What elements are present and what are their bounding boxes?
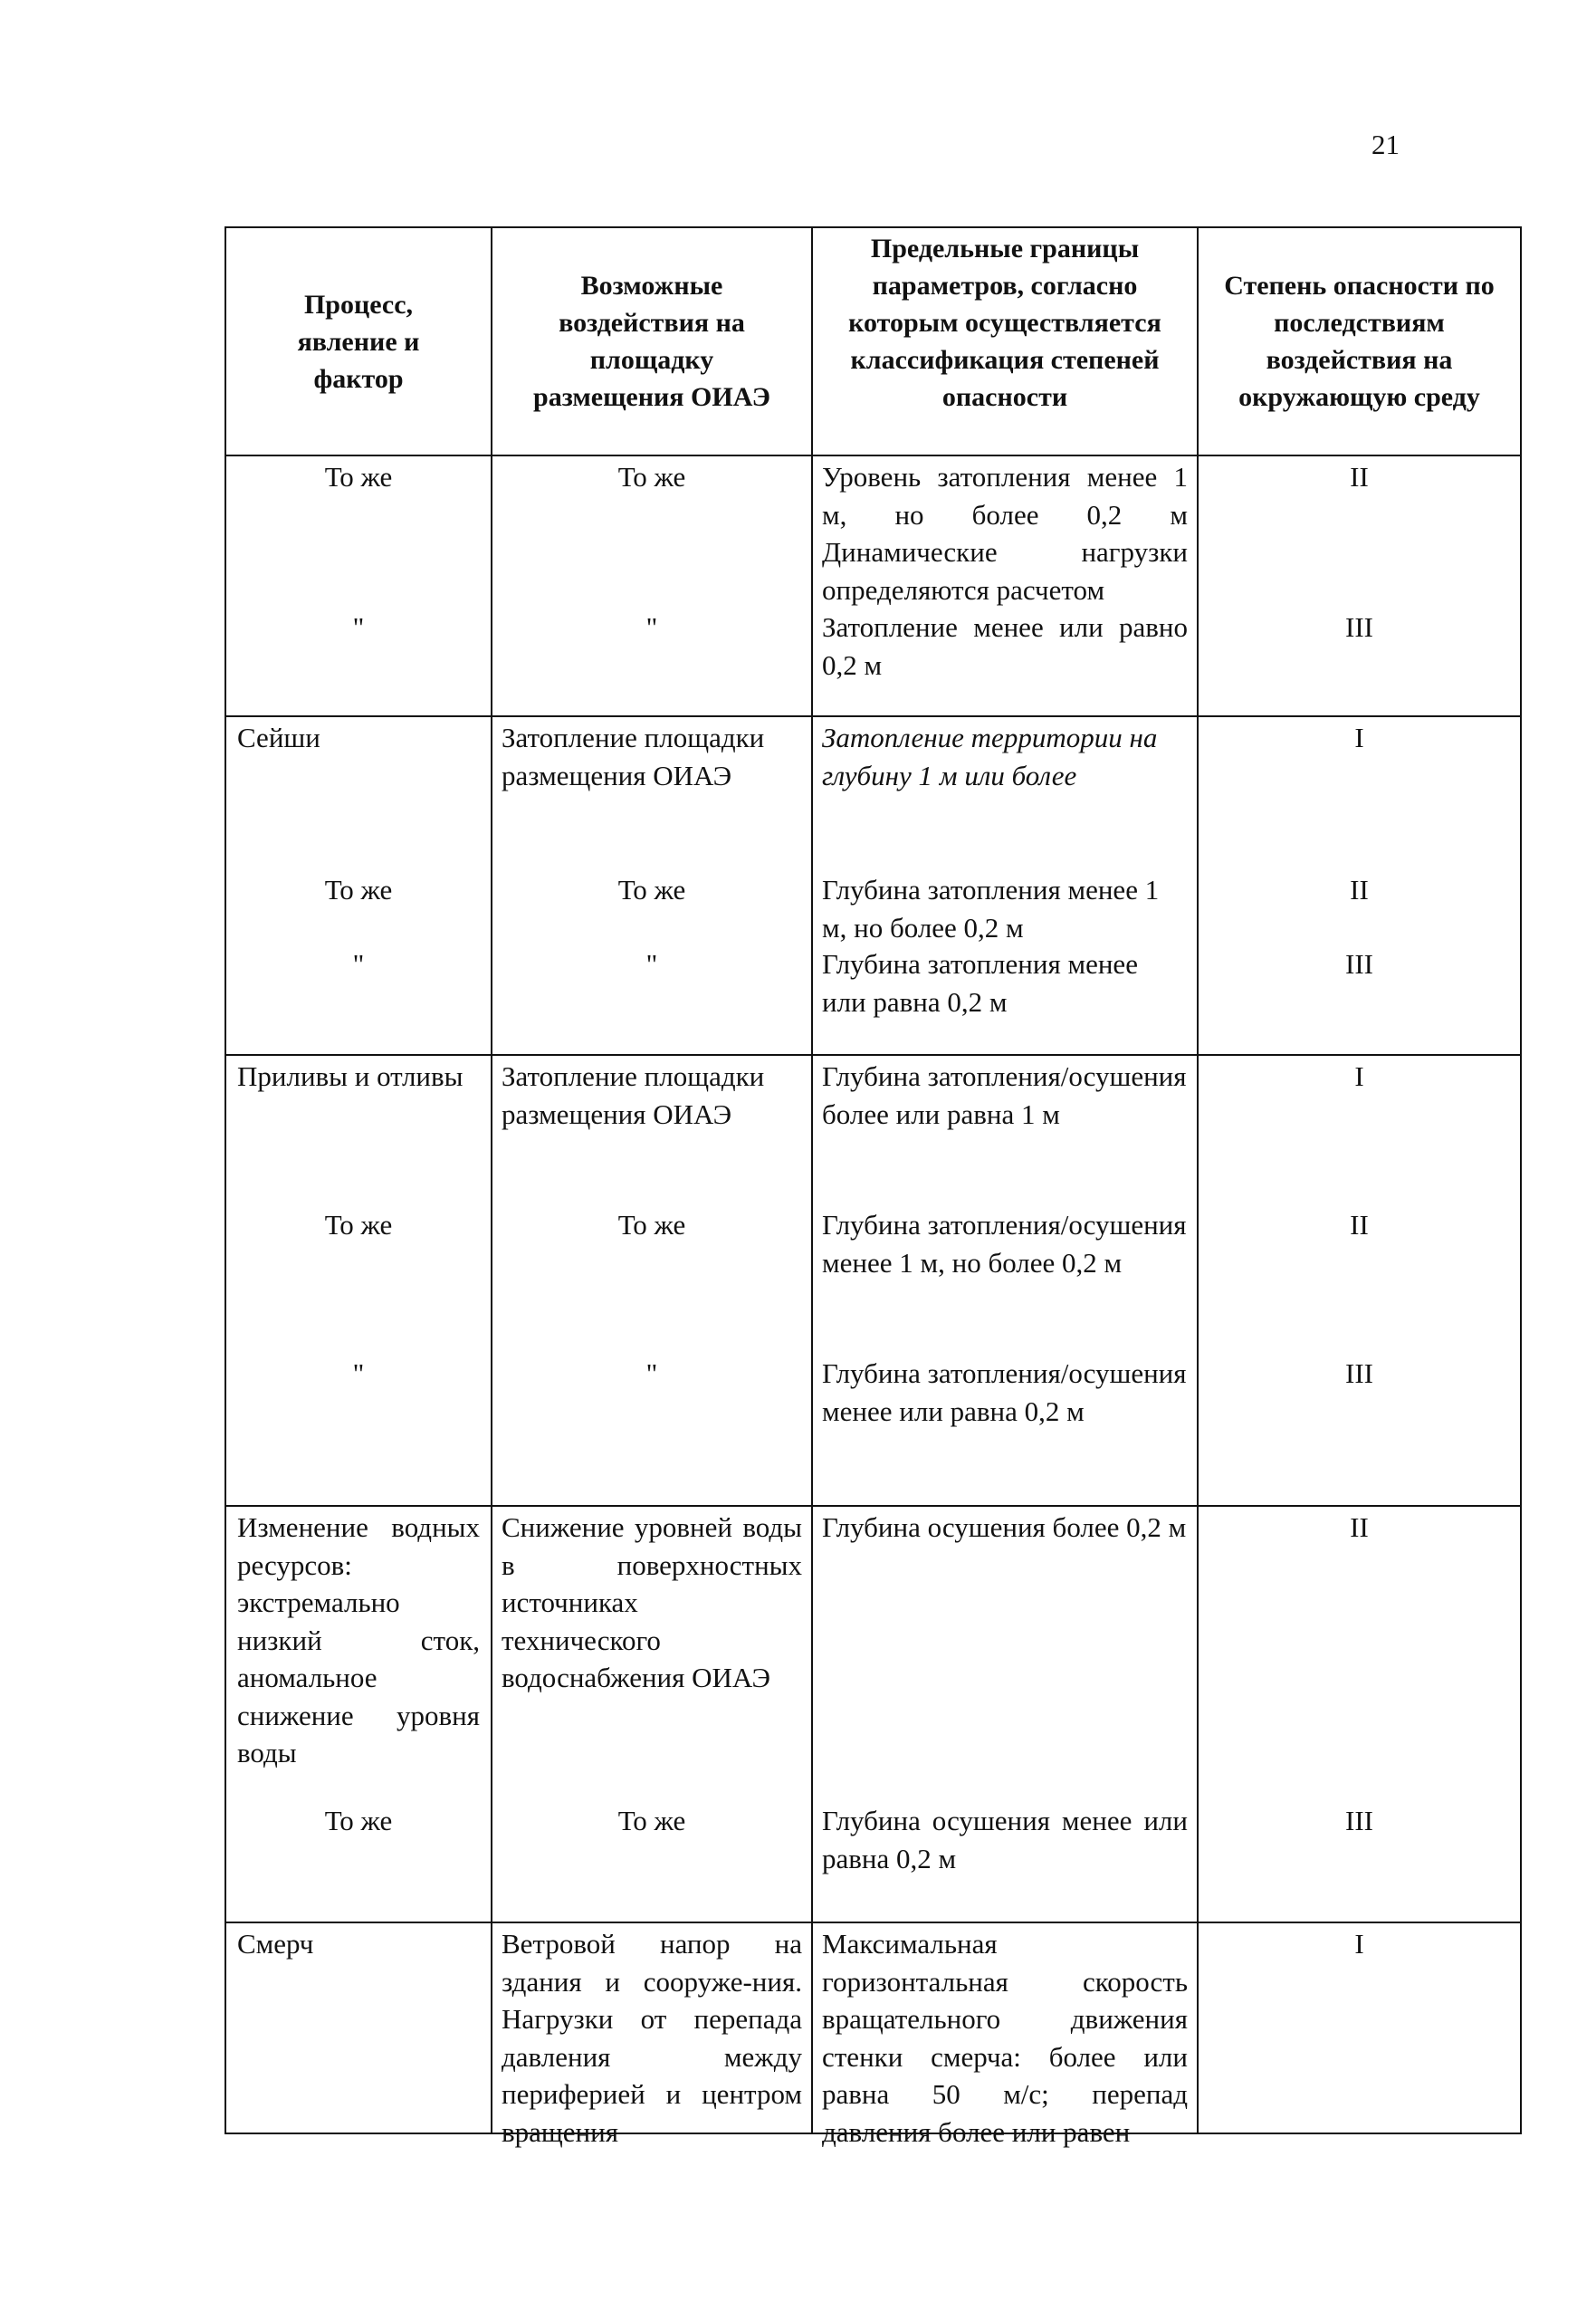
cell-process: То же xyxy=(324,874,393,906)
cell-degree: III xyxy=(1345,1357,1373,1389)
cell-degree: II xyxy=(1350,461,1369,493)
header-impacts: Возможные воздействия на площадку размещения ОИАЭ xyxy=(533,271,770,412)
cell-limit: Глубина затопления/осушения менее 1 м, но более 0,2 м xyxy=(822,1209,1187,1279)
cell-impact: " xyxy=(645,948,658,980)
cell-process: То же xyxy=(324,1805,393,1836)
cell-impact: Снижение уровней воды в поверхностных источниках технического водоснабжения ОИАЭ xyxy=(502,1511,802,1693)
header-process: Процесс, явление и фактор xyxy=(297,289,420,394)
header-hazard-degree: Степень опасности по последствиям воздействия на окружающую среду xyxy=(1224,271,1495,412)
cell-degree: II xyxy=(1350,1209,1369,1241)
cell-limit: Глубина затопления/осушения менее или равна 0,2 м xyxy=(822,1357,1187,1427)
cell-process: То же xyxy=(324,461,393,493)
cell-process: Изменение водных ресурсов: экстремально низкий сток, аномальное снижение уровня воды xyxy=(237,1511,480,1768)
cell-limit: Глубина затопления/осушения более или равна 1 м xyxy=(822,1060,1187,1130)
cell-degree: I xyxy=(1354,1060,1364,1092)
cell-process: Смерч xyxy=(237,1928,314,1960)
row-divider xyxy=(226,715,1520,717)
cell-impact: Затопление площадки размещения ОИАЭ xyxy=(502,722,765,791)
cell-impact: Ветровой напор на здания и сооруже-ния. Нагрузки от перепада давления между периферией и центром вращения xyxy=(502,1928,802,2148)
cell-degree: I xyxy=(1354,1928,1364,1960)
row-divider xyxy=(226,1922,1520,1923)
cell-degree: II xyxy=(1350,1511,1369,1543)
row-divider xyxy=(226,1054,1520,1056)
cell-impact: То же xyxy=(617,874,686,906)
cell-process: " xyxy=(352,948,365,980)
cell-limit: Глубина затопления менее 1 м, но более 0,2 м xyxy=(822,874,1160,944)
cell-limit: Глубина затопления менее или равна 0,2 м xyxy=(822,948,1138,1018)
column-divider xyxy=(1197,228,1199,2133)
cell-process: То же xyxy=(324,1209,393,1241)
cell-impact: " xyxy=(645,1357,658,1389)
header-limits: Предельные границы параметров, согласно которым осуществляется классификация степеней опасности xyxy=(848,234,1161,412)
row-divider xyxy=(226,1505,1520,1507)
cell-process: " xyxy=(352,1357,365,1389)
cell-impact: " xyxy=(645,611,658,643)
cell-degree: III xyxy=(1345,611,1373,643)
cell-degree: II xyxy=(1350,874,1369,906)
cell-degree: III xyxy=(1345,1805,1373,1836)
cell-degree: III xyxy=(1345,948,1373,980)
cell-limit: Затопление менее или равно 0,2 м xyxy=(822,611,1188,681)
cell-limit: Глубина осушения менее или равна 0,2 м xyxy=(822,1805,1188,1874)
cell-limit: Затопление территории на глубину 1 м или более xyxy=(822,722,1158,791)
cell-impact: То же xyxy=(617,1209,686,1241)
cell-process: " xyxy=(352,611,365,643)
hazard-classification-table xyxy=(225,226,1522,2148)
cell-impact: То же xyxy=(617,461,686,493)
cell-limit: Уровень затопления менее 1 м, но более 0,2 м Динамические нагрузки определяются расчетом xyxy=(822,461,1188,606)
cell-degree: I xyxy=(1354,722,1364,753)
cell-limit: Глубина осушения более 0,2 м xyxy=(822,1511,1187,1543)
cell-impact: То же xyxy=(617,1805,686,1836)
page-number: 21 xyxy=(1371,129,1400,160)
cell-process: Сейши xyxy=(237,722,320,753)
cell-limit: Максимальная горизонтальная скорость вращательного движения стенки смерча: более или равна 50 м/с; перепад давления более или равен xyxy=(822,1928,1188,2148)
column-divider xyxy=(491,228,492,2133)
cell-impact: Затопление площадки размещения ОИАЭ xyxy=(502,1060,765,1130)
cell-process: Приливы и отливы xyxy=(237,1060,464,1092)
